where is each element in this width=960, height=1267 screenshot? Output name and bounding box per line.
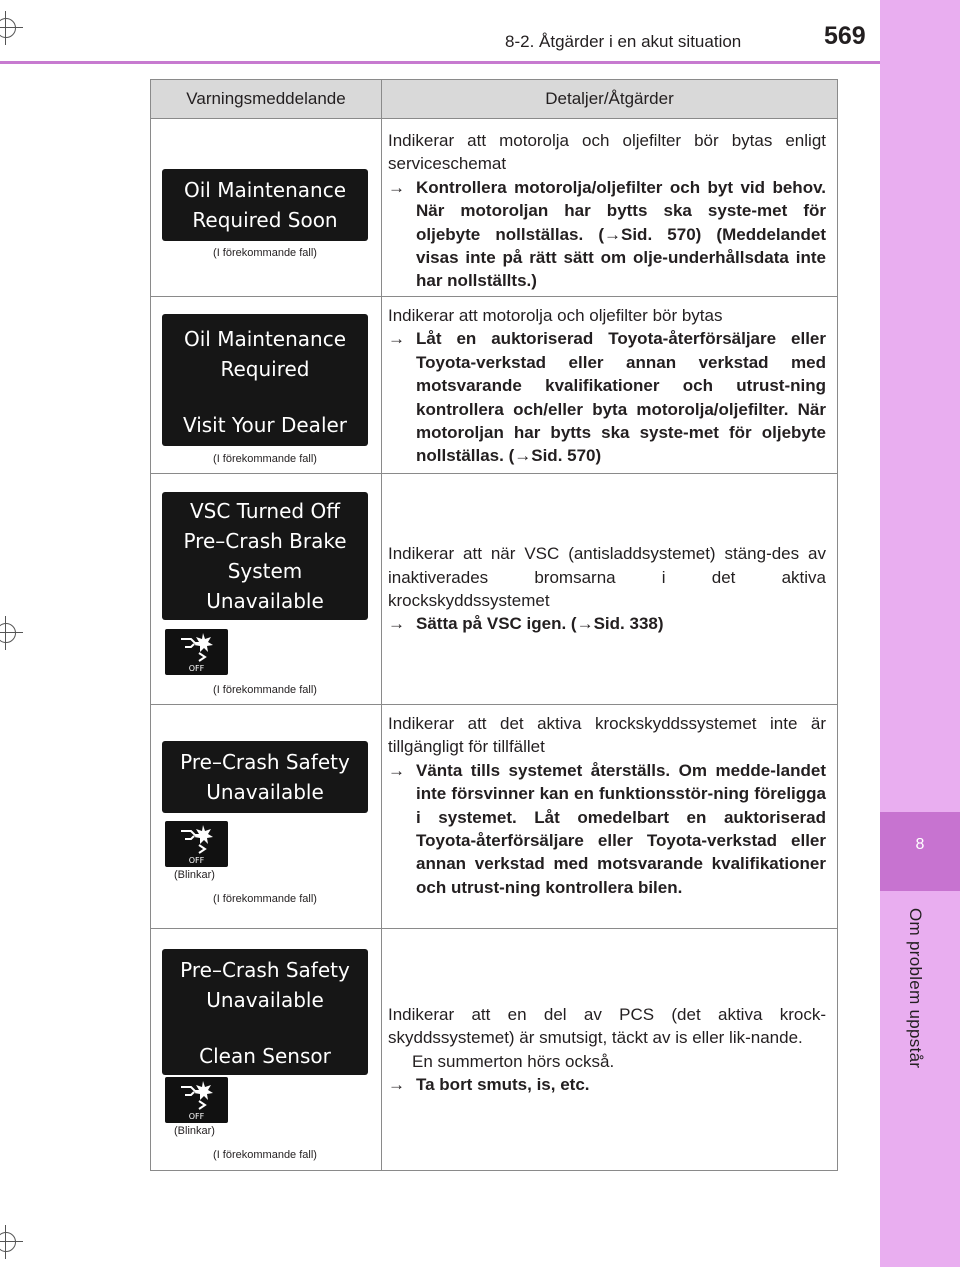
table-row [151,297,838,474]
description-text: Indikerar att motorolja och oljefilter bör bytas [388,306,723,325]
display-screen [162,492,368,620]
arrow-icon: → [388,1074,405,1094]
screen-line: Oil Maintenance [183,327,346,351]
display-screen [162,949,368,1075]
details-cell [382,705,838,929]
display-screen [162,169,368,241]
action-text: Vänta tills systemet återställs. Om medde-landet inte försvinner kan en funktionsstör-ning föreligga i systemet. Låt omedelbart en auktoriserad Toyota-återförsäljare eller Toyota-verkstad eller annan verkstad med motsvarande kvalifikationer och utrust-ning kontrollera bilen. [416,760,826,897]
action-item [388,327,826,467]
caption: (I förekommande fall) [213,684,317,696]
action-item [388,1073,826,1096]
table-row [151,474,838,705]
action-item [388,759,826,899]
note-text: En summerton hörs också. [412,1051,615,1071]
details-cell [382,119,838,297]
warning-image-cell [151,705,382,929]
pcs-off-warning-icon [165,1077,228,1123]
details-cell [382,474,838,705]
screen-line: Oil Maintenance [183,178,346,202]
caption: (I förekommande fall) [213,1149,317,1161]
arrow-icon: → [514,446,532,466]
arrow-icon: → [388,329,405,349]
caption: (I förekommande fall) [213,893,317,905]
action-text: Kontrollera motorolja/oljefilter och byt vid behov. När motoroljan har bytts ska syste-met för oljebyte nollställas. ( [416,177,826,244]
screen-line: Unavailable [206,780,324,804]
table-row [151,705,838,929]
column-header-message: Varningsmeddelande [151,80,382,119]
warning-image-cell [151,297,382,474]
off-label: OFF [188,856,205,865]
header-rule [0,61,880,64]
arrow-icon: → [388,177,405,197]
arrow-icon: → [388,614,405,634]
screen-line [162,1015,368,1041]
blink-note: (Blinkar) [174,1125,215,1137]
arrow-icon: → [604,224,621,244]
screen-line: Pre–Crash Safety [180,958,350,982]
screen-line: Clean Sensor [199,1044,331,1068]
page-number: 569 [824,22,866,50]
page-reference: Sid. 570) [531,446,602,466]
description-text: Indikerar att motorolja och oljefilter bör bytas enligt serviceschemat [388,131,826,174]
screen-line: Unavailable [206,988,324,1012]
table-header-row [151,80,838,119]
details-cell [382,297,838,474]
screen-line: Unavailable [206,589,324,613]
caption: (I förekommande fall) [213,247,317,259]
chapter-title: Om problem uppstår [906,908,925,1069]
screen-line [162,384,368,410]
screen-line: Pre–Crash Brake [183,529,347,553]
screen-line: Required Soon [192,208,338,232]
screen-line: Required [220,357,310,381]
display-screen [162,741,368,813]
off-label: OFF [188,664,205,673]
action-text: Ta bort smuts, is, etc. [416,1074,590,1094]
blink-note: (Blinkar) [174,869,215,881]
screen-line: Pre–Crash Safety [180,750,350,774]
pcs-off-warning-icon [165,821,228,867]
page-header [0,0,880,64]
off-label: OFF [188,1112,205,1121]
crop-mark-mid-left [0,623,16,643]
caption: (I förekommande fall) [213,453,317,465]
chapter-number: 8 [915,836,925,853]
column-header-details: Detaljer/Åtgärder [382,80,838,119]
warning-message-table [150,79,838,1171]
table-row [151,119,838,297]
chapter-side-tab [880,0,960,1267]
screen-line: System [227,559,303,583]
warning-image-cell [151,929,382,1171]
action-item [388,176,826,293]
warning-image-cell [151,474,382,705]
action-text: Sätta på VSC igen. ( [416,614,577,634]
description-text: Indikerar att det aktiva krockskyddssystemet inte är tillgängligt för tillfället [388,714,826,757]
action-text: Låt en auktoriserad Toyota-återförsäljare eller Toyota-verkstad eller annan verkstad med motsvarande kvalifikationer och utrust-ning kontrollera och/eller byta motorolja/oljefilter. När motoroljan har bytts ska syste-met för oljebyte nollställas. ( [416,329,826,466]
arrow-icon: → [388,760,405,780]
description-text: Indikerar att en del av PCS (det aktiva krock-skyddssystemet) är smutsigt, täckt av is eller lik-nande. [388,1004,826,1048]
section-title: 8-2. Åtgärder i en akut situation [505,32,742,51]
screen-line: Visit Your Dealer [182,413,348,437]
warning-image-cell [151,119,382,297]
page-reference: Sid. 570) (Meddelandet visas inte på rätt sätt om olje-underhållsdata inte har nollställts.) [416,224,826,291]
arrow-icon: → [576,614,594,634]
description-text: Indikerar att när VSC (antisladdsystemet) stäng-des av inaktiverades bromsarna i det aktiva krockskyddssystemet [388,544,826,610]
crop-mark-bottom-left [0,1232,16,1252]
table-row [151,929,838,1171]
display-screen [162,314,368,446]
page-reference: Sid. 338) [593,614,664,634]
details-cell [382,929,838,1171]
screen-line: VSC Turned Off [190,499,340,523]
action-item [388,612,826,635]
pcs-off-warning-icon [165,629,228,675]
